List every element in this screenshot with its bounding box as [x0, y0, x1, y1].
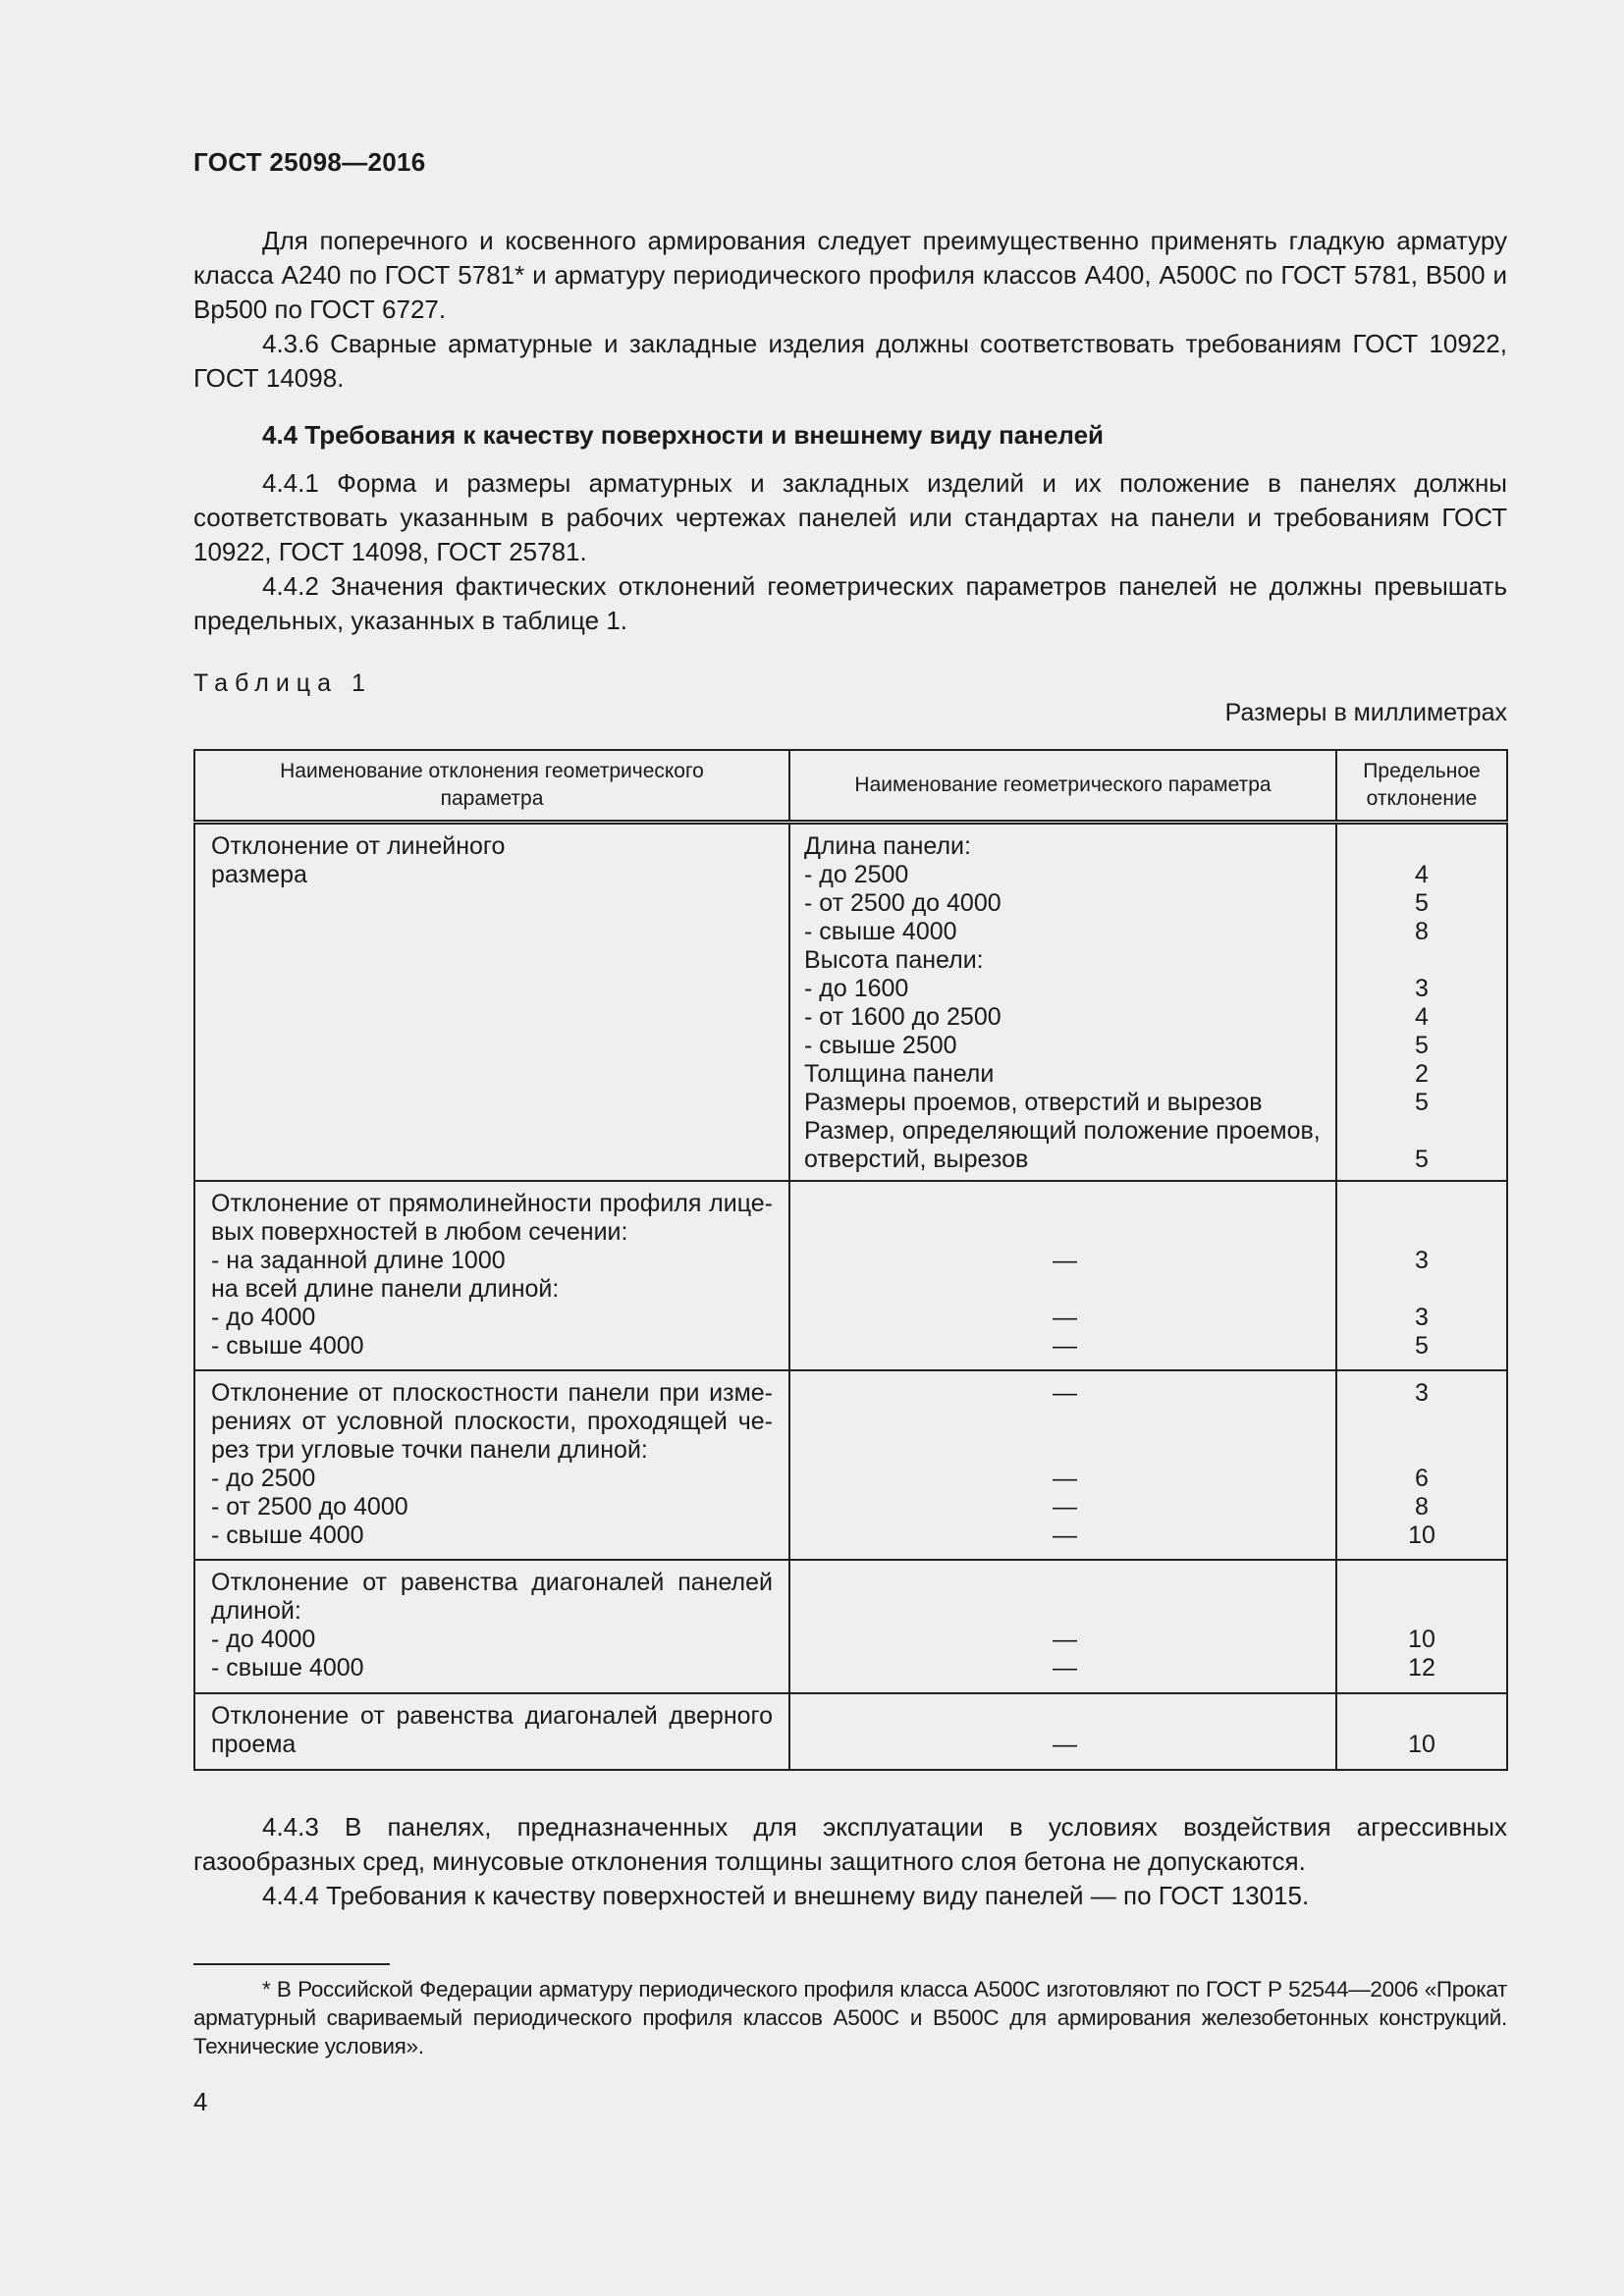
header-deviation-name: Наименование отклонения геометрического параметра	[194, 750, 789, 823]
row2-parameter: — — —	[789, 1181, 1336, 1370]
row1-deviation: Отклонение от линейного размера	[194, 823, 789, 1182]
section-4-4-body	[193, 466, 1507, 638]
row1-limit: 4 5 8 3 4 5 2 5 5	[1336, 823, 1507, 1182]
after-table-block	[193, 1810, 1507, 1913]
footnote-text: * В Российской Федерации арматуру периодического профиля класса А500С изготовляют по ГОСТ Р 52544—2006 «Прокат арматурный свариваемый периодического профиля классов А500С и В500С для армирования железобетонных конструкций. Технические условия».	[193, 1977, 1507, 2058]
row5-limit: 10	[1336, 1693, 1507, 1770]
footnote	[193, 1975, 1507, 2060]
row3-parameter: — — — —	[789, 1370, 1336, 1560]
intro-block	[193, 224, 1507, 396]
row1-parameter: Длина панели: - до 2500 - от 2500 до 4000 - свыше 4000 Высота панели: - до 1600 - от 1600 до 2500 - свыше 2500 Толщина панели Размеры проемов, отверстий и вырезов Размер, определяющий положение проемов, отверстий, вырезов	[789, 823, 1336, 1182]
row5-parameter: —	[789, 1693, 1336, 1770]
deviation-table	[193, 749, 1508, 1771]
header-limit-deviation: Предельное отклонение	[1336, 750, 1507, 823]
paragraph-reinforcement: Для поперечного и косвенного армирования следует преимущественно применять гладкую арматуру класса А240 по ГОСТ 5781* и арматуру периодического профиля классов А400, А500С по ГОСТ 5781, В500 и Вр500 по ГОСТ 6727.	[193, 226, 1507, 324]
paragraph-4-4-4: 4.4.4 Требования к качеству поверхностей и внешнему виду панелей — по ГОСТ 13015.	[262, 1881, 1310, 1910]
row4-limit: 10 12	[1336, 1560, 1507, 1693]
table-row	[194, 1693, 1507, 1770]
paragraph-4-4-1: 4.4.1 Форма и размеры арматурных и закладных изделий и их положение в панелях должны соответствовать указанным в рабочих чертежах панелей или стандартах на панели и требованиям ГОСТ 10922, ГОСТ 14098, ГОСТ 25781.	[193, 468, 1507, 566]
page-number: 4	[193, 2087, 208, 2116]
table-label: Таблица 1	[193, 669, 372, 697]
table-row	[194, 823, 1507, 1182]
row2-deviation: Отклонение от прямолинейности профиля лице- вых поверхностей в любом сечении: - на заданной длине 1000 на всей длине панели длиной: - до 4000 - свыше 4000	[194, 1181, 789, 1370]
document-code: ГОСТ 25098—2016	[193, 147, 426, 177]
paragraph-4-4-3: 4.4.3 В панелях, предназначенных для эксплуатации в условиях воздействия агрессивных газообразных сред, минусовые отклонения толщины защитного слоя бетона не допускаются.	[193, 1812, 1507, 1876]
table-header-row	[194, 750, 1507, 823]
table-row	[194, 1370, 1507, 1560]
footnote-divider	[193, 1963, 390, 1965]
paragraph-4-4-2: 4.4.2 Значения фактических отклонений геометрических параметров панелей не должны превышать предельных, указанных в таблице 1.	[193, 571, 1507, 635]
row3-deviation: Отклонение от плоскостности панели при изме- рениях от условной плоскости, проходящей че- рез три угловые точки панели длиной: - до 2500 - от 2500 до 4000 - свыше 4000	[194, 1370, 789, 1560]
table-units: Размеры в миллиметрах	[1224, 699, 1507, 726]
paragraph-4-3-6: 4.3.6 Сварные арматурные и закладные изделия должны соответствовать требованиям ГОСТ 10922, ГОСТ 14098.	[193, 329, 1507, 393]
row3-limit: 3 6 8 10	[1336, 1370, 1507, 1560]
table-row	[194, 1560, 1507, 1693]
row5-deviation: Отклонение от равенства диагоналей дверного проема	[194, 1693, 789, 1770]
table-row	[194, 1181, 1507, 1370]
section-heading: 4.4 Требования к качеству поверхности и внешнему виду панелей	[262, 420, 1105, 450]
row4-parameter: — —	[789, 1560, 1336, 1693]
row2-limit: 3 3 5	[1336, 1181, 1507, 1370]
header-parameter-name: Наименование геометрического параметра	[789, 750, 1336, 823]
row4-deviation: Отклонение от равенства диагоналей панелей длиной: - до 4000 - свыше 4000	[194, 1560, 789, 1693]
section-4-4	[193, 418, 1507, 453]
